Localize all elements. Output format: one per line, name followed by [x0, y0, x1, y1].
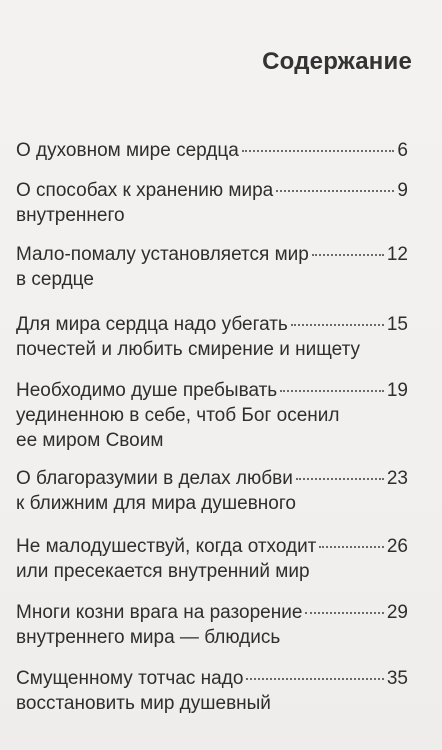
toc-entry-title: Не малодушествуй, когда отходит — [16, 536, 317, 557]
dot-leader — [246, 678, 383, 680]
toc-page-number: 15 — [386, 314, 408, 335]
dot-leader — [296, 478, 384, 480]
dot-leader — [319, 546, 383, 548]
toc-entry-continuation: восстановить мир душевный — [16, 693, 271, 714]
toc-entry-continuation: или пресекается внутренний мир — [16, 561, 310, 582]
toc-entry-continuation: ее миром Своим — [16, 430, 164, 451]
toc-entry[interactable] — [16, 378, 408, 453]
toc-entry-continuation: внутреннего — [16, 205, 125, 226]
toc-page-number: 6 — [397, 140, 408, 161]
toc-entry-title: О благоразумии в делах любви — [16, 468, 293, 489]
toc-entry[interactable] — [16, 138, 408, 163]
toc-entry-continuation: к ближним для мира душевного — [16, 493, 296, 514]
toc-page-number: 23 — [386, 468, 408, 489]
toc-entry[interactable] — [16, 666, 408, 716]
dot-leader — [291, 324, 384, 326]
toc-page-number: 12 — [386, 244, 408, 265]
dot-leader — [280, 390, 384, 392]
toc-entry-title: О духовном мире сердца — [16, 140, 239, 161]
toc-entry[interactable] — [16, 466, 408, 516]
toc-entry[interactable] — [16, 178, 408, 228]
dot-leader — [242, 150, 395, 152]
toc-entry-title: Необходимо душе пребывать — [16, 380, 278, 401]
toc-entry-continuation: уединенною в себе, чтоб Бог осенил — [16, 405, 340, 426]
toc-entry[interactable] — [16, 600, 408, 650]
dot-leader — [312, 254, 384, 256]
toc-entry-title: Для мира сердца надо убегать — [16, 314, 288, 335]
toc-page-number: 26 — [386, 536, 408, 557]
toc-entry[interactable] — [16, 534, 408, 584]
toc-entry-continuation: почестей и любить смирение и нищету — [16, 339, 360, 360]
toc-page-number: 29 — [386, 602, 408, 623]
page-title: Содержание — [262, 48, 412, 75]
toc-entry[interactable] — [16, 312, 408, 362]
toc-entry-continuation: в сердце — [16, 269, 94, 290]
toc-page-number: 9 — [397, 180, 408, 201]
toc-page-number: 19 — [386, 380, 408, 401]
toc-entry-continuation: внутреннего мира — блюдись — [16, 627, 281, 648]
toc-entry-title: О способах к хранению мира — [16, 180, 274, 201]
dot-leader — [305, 612, 383, 614]
toc-page-number: 35 — [386, 668, 408, 689]
toc-entry-title: Мало-помалу установляется мир — [16, 244, 309, 265]
toc-entry-title: Многи козни врага на разорение — [16, 602, 303, 623]
toc-entry-title: Смущенному тотчас надо — [16, 668, 244, 689]
toc-entry[interactable] — [16, 242, 408, 292]
dot-leader — [276, 190, 394, 192]
